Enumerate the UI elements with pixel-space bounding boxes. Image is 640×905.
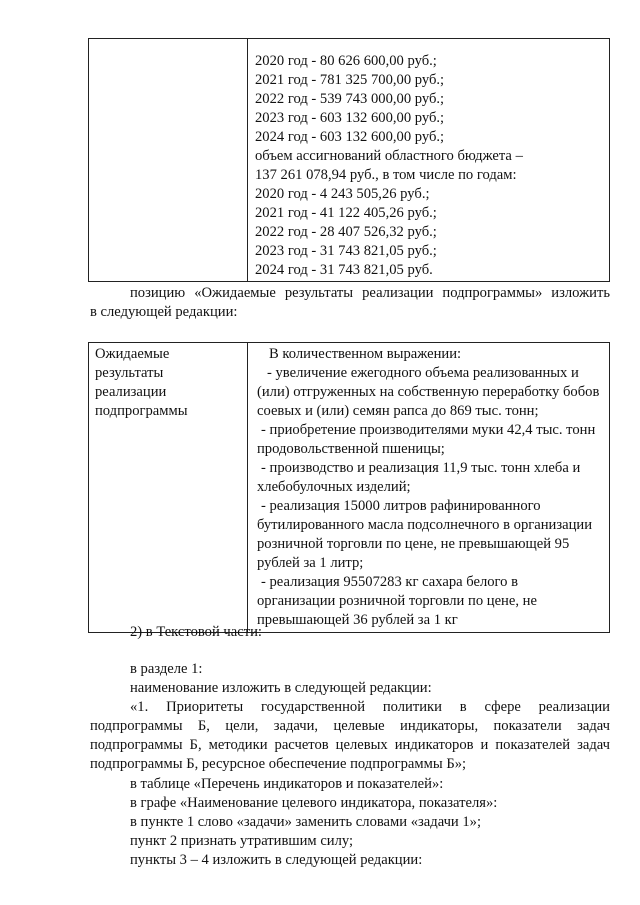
budget-line: 2024 год - 603 132 600,00 руб.;	[255, 129, 445, 145]
text-section-heading-block	[90, 623, 610, 642]
results-line: продовольственной пшеницы;	[257, 441, 445, 457]
results-line: - реализация 95507283 кг сахара белого в	[261, 574, 519, 590]
table-changes-block	[90, 775, 610, 870]
budget-line: 2020 год - 4 243 505,26 руб.;	[255, 186, 430, 202]
budget-line: 2023 год - 603 132 600,00 руб.;	[255, 110, 445, 126]
budget-line: 2020 год - 80 626 600,00 руб.;	[255, 53, 437, 69]
point-2-line: пункт 2 признать утратившим силу;	[130, 833, 354, 849]
results-table-row	[89, 343, 610, 633]
quote-line: подпрограммы Б, цели, задачи, целевые индикаторы, показатели задач	[90, 718, 610, 734]
point-1-line: в пункте 1 слово «задачи» заменить словами «задачи 1»;	[130, 814, 482, 830]
budget-line: 137 261 078,94 руб., в том числе по годам:	[255, 167, 517, 183]
results-label-line: результаты	[95, 365, 164, 381]
results-line: - увеличение ежегодного объема реализованных и	[267, 365, 579, 381]
budget-table-empty-cell	[89, 39, 248, 282]
results-table	[88, 342, 610, 633]
budget-line: объем ассигнований областного бюджета –	[255, 148, 523, 164]
intro-line-1: позицию «Ожидаемые результаты реализации подпрограммы» изложить	[130, 285, 610, 301]
quote-line: подпрограммы Б, методики расчетов целевых индикаторов и показателей задач	[90, 737, 610, 753]
results-line: - реализация 15000 литров рафинированного	[261, 498, 541, 514]
results-line: превышающей 36 рублей за 1 кг	[257, 612, 458, 628]
budget-line: 2021 год - 41 122 405,26 руб.;	[255, 205, 437, 221]
point-3-line: пункты 3 – 4 изложить в следующей редакции:	[130, 852, 423, 868]
results-line: (или) отгруженных на собственную переработку бобов	[257, 384, 600, 400]
quote-line: «1. Приоритеты государственной политики в сфере реализации	[130, 699, 610, 715]
results-value-cell	[248, 343, 610, 633]
column-ref: в графе «Наименование целевого индикатора, показателя»:	[130, 795, 498, 811]
results-label-line: подпрограммы	[95, 403, 188, 419]
results-line: бутилированного масла подсолнечного в организации	[257, 517, 592, 533]
results-line: организации розничной торговли по цене, не	[257, 593, 537, 609]
results-label-line: реализации	[95, 384, 167, 400]
results-line: - производство и реализация 11,9 тыс. тонн хлеба и	[261, 460, 581, 476]
intro-paragraph	[90, 284, 610, 322]
results-line: хлебобулочных изделий;	[257, 479, 411, 495]
naming-line: наименование изложить в следующей редакции:	[130, 680, 432, 696]
budget-line: 2024 год - 31 743 821,05 руб.	[255, 262, 433, 278]
results-line: В количественном выражении:	[269, 346, 462, 362]
section-ref: в разделе 1:	[130, 661, 203, 677]
budget-line: 2022 год - 28 407 526,32 руб.;	[255, 224, 437, 240]
budget-table	[88, 38, 610, 282]
intro-line-2: в следующей редакции:	[90, 304, 238, 320]
quote-line: подпрограммы Б, ресурсное обеспечение подпрограммы Б»;	[90, 756, 467, 772]
results-line: рублей за 1 литр;	[257, 555, 364, 571]
section-1-block	[90, 660, 610, 774]
results-line: соевых и (или) семян рапса до 869 тыс. тонн;	[257, 403, 539, 419]
results-label-line: Ожидаемые	[95, 346, 170, 362]
table-ref: в таблице «Перечень индикаторов и показателей»:	[130, 776, 444, 792]
results-line: - приобретение производителями муки 42,4 тыс. тонн	[261, 422, 596, 438]
budget-table-values-cell	[248, 39, 610, 282]
results-line: розничной торговли по цене, не превышающей 95	[257, 536, 570, 552]
results-label-cell	[89, 343, 248, 633]
budget-line: 2022 год - 539 743 000,00 руб.;	[255, 91, 445, 107]
budget-line: 2021 год - 781 325 700,00 руб.;	[255, 72, 445, 88]
text-section-heading: 2) в Текстовой части:	[130, 624, 262, 640]
budget-line: 2023 год - 31 743 821,05 руб.;	[255, 243, 437, 259]
budget-table-row	[89, 39, 610, 282]
